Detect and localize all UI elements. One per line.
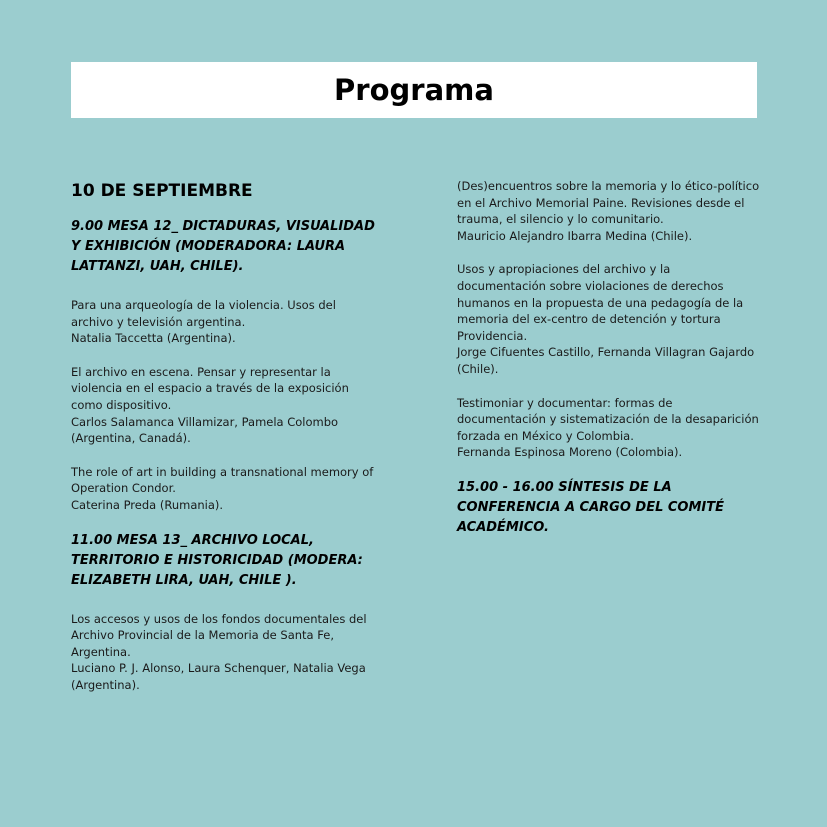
program-entry	[71, 297, 376, 347]
page-title: Programa	[334, 73, 494, 107]
entry-title: (Des)encuentros sobre la memoria y lo ético-político en el Archivo Memorial Paine. Revisiones desde el trauma, el silencio y lo comunitario.	[457, 179, 760, 227]
entry-authors: Carlos Salamanca Villamizar, Pamela Colombo (Argentina, Canadá).	[71, 414, 339, 446]
title-banner	[71, 62, 757, 118]
program-entry	[457, 178, 762, 244]
entry-title: The role of art in building a transnational memory of Operation Condor.	[71, 464, 374, 496]
program-entry	[457, 395, 762, 461]
date-heading: 10 DE SEPTIEMBRE	[71, 181, 253, 201]
program-entry	[71, 364, 376, 447]
program-entry	[71, 464, 376, 514]
entry-authors: Fernanda Espinosa Moreno (Colombia).	[457, 445, 683, 460]
session-heading-mesa-12: 9.00 MESA 12_ DICTADURAS, VISUALIDAD Y EXHIBICIÓN (MODERADORA: LAURA LATTANZI, UAH, CHILE).	[71, 219, 375, 274]
program-entry	[457, 261, 762, 377]
entry-title: Testimoniar y documentar: formas de documentación y sistematización de la desaparición forzada en México y Colombia.	[457, 395, 759, 443]
entry-authors: Mauricio Alejandro Ibarra Medina (Chile).	[457, 228, 693, 243]
right-column	[457, 178, 762, 558]
entry-title: Los accesos y usos de los fondos documentales del Archivo Provincial de la Memoria de Santa Fe, Argentina.	[71, 611, 367, 659]
closing-session-heading: 15.00 - 16.00 SÍNTESIS DE LA CONFERENCIA A CARGO DEL COMITÉ ACADÉMICO.	[457, 479, 725, 535]
entry-authors: Natalia Taccetta (Argentina).	[71, 331, 236, 346]
entry-title: Usos y apropiaciones del archivo y la documentación sobre violaciones de derechos humanos en la propuesta de una pedagogía de la memoria del ex-centro de detención y tortura Providencia.	[457, 262, 744, 343]
program-entry	[71, 611, 376, 694]
left-column	[71, 180, 376, 711]
entry-title: Para una arqueología de la violencia. Usos del archivo y televisión argentina.	[71, 298, 336, 329]
entry-authors: Jorge Cifuentes Castillo, Fernanda Villagran Gajardo (Chile).	[457, 345, 755, 376]
entry-title: El archivo en escena. Pensar y representar la violencia en el espacio a través de la exposición como dispositivo.	[71, 364, 349, 412]
entry-authors: Luciano P. J. Alonso, Laura Schenquer, Natalia Vega (Argentina).	[71, 661, 366, 692]
entry-authors: Caterina Preda (Rumania).	[71, 497, 224, 512]
session-heading-mesa-13: 11.00 MESA 13_ ARCHIVO LOCAL, TERRITORIO E HISTORICIDAD (MODERA: ELIZABETH LIRA, UAH, CHILE ).	[71, 532, 363, 588]
